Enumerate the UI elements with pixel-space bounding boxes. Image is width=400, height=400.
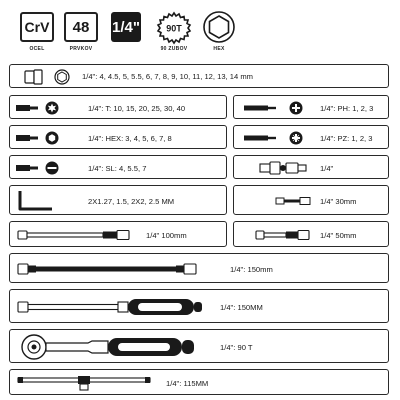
slotted-cell (9, 155, 227, 179)
bit-handle-icon (16, 296, 216, 318)
slide-text: 1/4": 115MM (166, 379, 209, 388)
ext100-text: 1/4" 100mm (146, 231, 187, 240)
extension-bar-50-icon (254, 227, 316, 243)
phillips-text: 1/4": PH: 1, 2, 3 (320, 104, 374, 113)
material-badge (20, 12, 54, 42)
item-grid (9, 64, 389, 400)
material-label: OCEL (29, 46, 45, 52)
adapter-cell (233, 185, 389, 215)
pozi-cell (233, 125, 389, 149)
ext50-text: 1/4" 50mm (320, 231, 357, 240)
torx-text: 1/4": T: 10, 15, 20, 25, 30, 40 (88, 104, 186, 113)
drive-value: 1/4" (112, 18, 140, 36)
flexible-extension-icon (16, 260, 206, 278)
material-value: CrV (24, 19, 50, 35)
ratchet-cell (9, 329, 389, 363)
count-label: PRVKOV (69, 46, 93, 52)
tbar-cell (9, 289, 389, 323)
hex-bit-icon (14, 130, 64, 146)
sockets-cell (9, 64, 389, 88)
flex-text: 1/4": 150mm (230, 265, 273, 274)
ext100-cell (9, 221, 227, 247)
adapter-icon (274, 195, 314, 207)
gear-label: 90 ZUBOV (160, 46, 188, 52)
ratchet-text: 1/4": 90 T (220, 343, 253, 352)
hex-icon (202, 10, 236, 44)
gear-icon (156, 10, 192, 46)
ratchet-icon (18, 333, 208, 361)
sockets-text: 1/4": 4, 4.5, 5, 5.5, 6, 7, 8, 9, 10, 11, 12, 13, 14 mm (82, 72, 253, 81)
torx-cell (9, 95, 227, 119)
count-badge (64, 12, 98, 42)
phillips-bit-icon (242, 100, 304, 116)
drive-badge (111, 12, 141, 42)
hex-bits-text: 1/4": HEX: 3, 4, 5, 6, 7, 8 (88, 134, 172, 143)
phillips-cell (233, 95, 389, 119)
pozi-bit-icon (242, 130, 304, 146)
slotted-text: 1/4": SL: 4, 5.5, 7 (88, 164, 147, 173)
gear-value: 90T (166, 23, 182, 34)
hex-bits-cell (9, 125, 227, 149)
hex-key-icon (16, 189, 56, 213)
hex-keys-text: 2X1.27, 1.5, 2X2, 2.5 MM (88, 197, 175, 206)
ujoint-cell (233, 155, 389, 179)
adapter-text: 1/4" 30mm (320, 197, 357, 206)
hex-keys-cell (9, 185, 227, 215)
flex-cell (9, 253, 389, 283)
ujoint-text: 1/4" (320, 164, 334, 173)
hex-label: HEX (213, 46, 225, 52)
ext50-cell (233, 221, 389, 247)
tbar-text: 1/4": 150MM (220, 303, 263, 312)
extension-bar-100-icon (16, 227, 136, 243)
pozi-text: 1/4": PZ: 1, 2, 3 (320, 134, 373, 143)
count-value: 48 (72, 18, 90, 36)
slide-cell (9, 369, 389, 395)
slotted-bit-icon (14, 160, 64, 176)
socket-icon (24, 69, 70, 85)
sliding-t-bar-icon (16, 374, 156, 392)
universal-joint-icon (258, 159, 310, 177)
torx-bit-icon (14, 100, 64, 116)
